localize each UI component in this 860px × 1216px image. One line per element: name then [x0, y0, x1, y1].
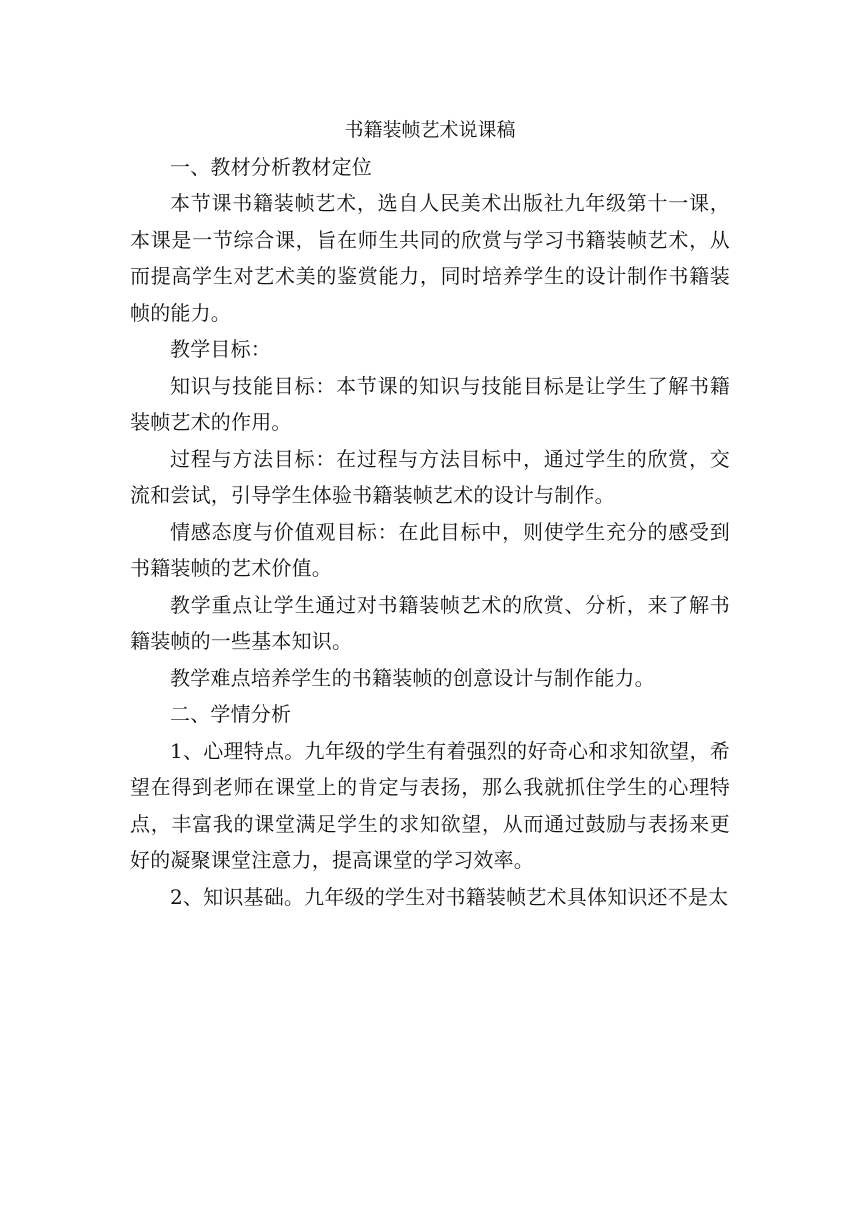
paragraph-teaching-goals-label: 教学目标：	[170, 337, 271, 361]
paragraph-knowledge-skill-goal: 知识与技能目标：本节课的知识与技能目标是让学生了解书籍装帧艺术的作用。	[130, 373, 730, 434]
paragraph-course-positioning: 本节课书籍装帧艺术，选自人民美术出版社九年级第十一课，本课是一节综合课，旨在师生共同的欣赏与学习书籍装帧艺术，从而提高学生对艺术美的鉴赏能力，同时培养学生的设计制作书籍装帧的能力。	[130, 191, 730, 325]
document-body	[130, 112, 730, 915]
paragraph-knowledge-foundation: 2、知识基础。九年级的学生对书籍装帧艺术具体知识还不是太	[170, 884, 729, 909]
document-title: 书籍装帧艺术说课稿	[344, 119, 516, 141]
section-heading-student-analysis: 二、学情分析	[170, 702, 292, 726]
paragraph-process-method-goal: 过程与方法目标：在过程与方法目标中，通过学生的欣赏，交流和尝试，引导学生体验书籍装帧艺术的设计与制作。	[130, 446, 730, 507]
section-heading-textbook-analysis: 一、教材分析教材定位	[170, 154, 372, 179]
paragraph-emotion-value-goal: 情感态度与价值观目标：在此目标中，则使学生充分的感受到书籍装帧的艺术价值。	[130, 519, 730, 580]
paragraph-teaching-focus: 教学重点让学生通过对书籍装帧艺术的欣赏、分析，来了解书籍装帧的一些基本知识。	[130, 592, 730, 653]
paragraph-psychological-traits: 1、心理特点。九年级的学生有着强烈的好奇心和求知欲望，希望在得到老师在课堂上的肯定与表扬，那么我就抓住学生的心理特点，丰富我的课堂满足学生的求知欲望，从而通过鼓励与表扬来更好的凝聚课堂注意力，提高课堂的学习效率。	[130, 738, 730, 872]
paragraph-teaching-difficulty: 教学难点培养学生的书籍装帧的创意设计与制作能力。	[170, 665, 655, 690]
